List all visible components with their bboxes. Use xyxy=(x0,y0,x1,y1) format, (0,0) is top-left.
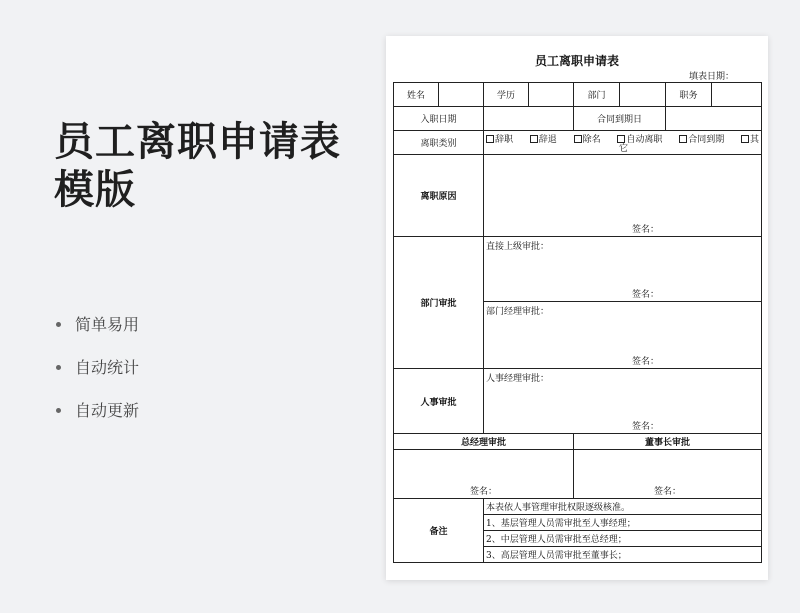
bullet-icon xyxy=(56,322,61,327)
option-contract-expired[interactable]: 合同到期 xyxy=(679,132,724,145)
feature-list xyxy=(56,312,139,441)
remark-line: 2、中层管理人员需审批至总经理； xyxy=(484,531,762,547)
education-label: 学历 xyxy=(484,83,529,107)
gm-approval-label: 总经理审批 xyxy=(394,434,574,450)
department-value-cell[interactable] xyxy=(620,83,666,107)
bullet-icon xyxy=(56,365,61,370)
checkbox-icon[interactable] xyxy=(486,135,494,143)
page-title: 员工离职申请表模版 xyxy=(54,119,341,213)
hr-manager-label: 人事经理审批： xyxy=(486,374,550,384)
entry-date-label: 入职日期 xyxy=(394,107,484,131)
option-dismissed[interactable]: 辞退 xyxy=(530,132,557,145)
dept-manager-label: 部门经理审批： xyxy=(486,307,550,317)
name-label: 姓名 xyxy=(394,83,439,107)
checkbox-icon[interactable] xyxy=(617,135,625,143)
dept-manager-cell[interactable] xyxy=(484,302,762,369)
checkbox-icon[interactable] xyxy=(574,135,582,143)
form-preview-sheet xyxy=(386,36,768,580)
checkbox-icon[interactable] xyxy=(741,135,749,143)
resignation-type-label: 离职类别 xyxy=(394,131,484,155)
dept-approval-label: 部门审批 xyxy=(394,237,484,369)
signature-label: 签名： xyxy=(631,290,659,300)
checkbox-icon[interactable] xyxy=(679,135,687,143)
direct-supervisor-label: 直接上级审批： xyxy=(486,242,550,252)
option-wrap-text: 它 xyxy=(619,143,629,154)
gm-sign-cell[interactable] xyxy=(394,450,574,499)
checkbox-icon[interactable] xyxy=(530,135,538,143)
signature-label: 签名： xyxy=(653,487,681,497)
fill-date-label: 填表日期： xyxy=(688,72,734,82)
department-label: 部门 xyxy=(574,83,620,107)
reason-cell[interactable] xyxy=(484,155,762,237)
resignation-form-table xyxy=(393,82,762,563)
direct-supervisor-cell[interactable] xyxy=(484,237,762,302)
feature-item: 简单易用 xyxy=(56,312,139,355)
option-removed[interactable]: 除名 xyxy=(574,132,601,145)
hr-approval-label: 人事审批 xyxy=(394,369,484,434)
remark-line: 3、高层管理人员需审批至董事长； xyxy=(484,547,762,563)
name-value-cell[interactable] xyxy=(439,83,484,107)
feature-item: 自动统计 xyxy=(56,355,139,398)
resignation-type-options xyxy=(484,131,762,155)
chairman-sign-cell[interactable] xyxy=(574,450,762,499)
education-value-cell[interactable] xyxy=(529,83,574,107)
remarks-label: 备注 xyxy=(394,499,484,563)
position-value-cell[interactable] xyxy=(712,83,762,107)
option-other[interactable]: 其 xyxy=(741,132,759,145)
option-self-leave[interactable]: 自动离职 xyxy=(617,132,662,145)
entry-date-value-cell[interactable] xyxy=(484,107,574,131)
contract-end-value-cell[interactable] xyxy=(666,107,762,131)
remark-line: 本表依人事管理审批权限逐级核准。 xyxy=(484,499,762,515)
signature-label: 签名： xyxy=(631,225,659,235)
option-resign[interactable]: 辞职 xyxy=(486,132,513,145)
chairman-approval-label: 董事长审批 xyxy=(574,434,762,450)
signature-label: 签名： xyxy=(631,357,659,367)
feature-item: 自动更新 xyxy=(56,398,139,441)
signature-label: 签名： xyxy=(631,422,659,432)
bullet-icon xyxy=(56,408,61,413)
hr-manager-cell[interactable] xyxy=(484,369,762,434)
form-title: 员工离职申请表 xyxy=(534,54,619,68)
position-label: 职务 xyxy=(666,83,712,107)
remark-line: 1、基层管理人员需审批至人事经理； xyxy=(484,515,762,531)
signature-label: 签名： xyxy=(469,487,497,497)
contract-end-label: 合同到期日 xyxy=(574,107,666,131)
reason-label: 离职原因 xyxy=(394,155,484,237)
